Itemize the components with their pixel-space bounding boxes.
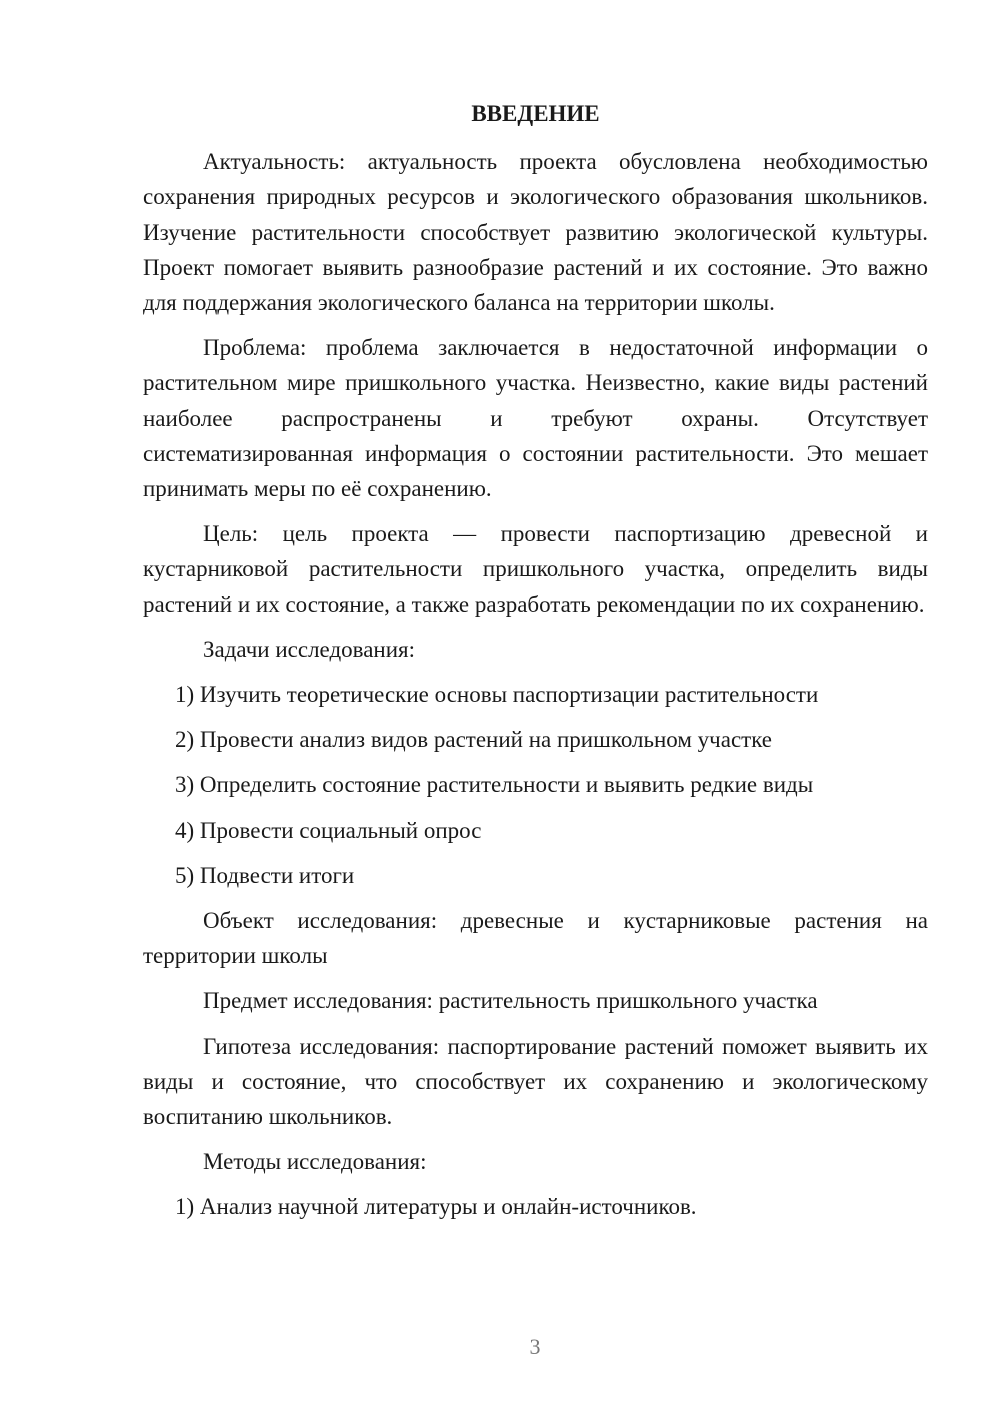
paragraph-hypothesis: Гипотеза исследования: паспортирование растений поможет выявить их виды и состояние, что способствует их сохранению и экологическому воспитанию школьников.: [143, 1033, 928, 1130]
paragraph-object: Объект исследования: древесные и кустарниковые растения на территории школы: [143, 908, 928, 969]
section-heading: ВВЕДЕНИЕ: [471, 101, 600, 126]
page-content: [143, 96, 928, 1235]
paragraph-relevance: Актуальность: актуальность проекта обусловлена необходимостью сохранения природных ресурсов и экологического образования школьников. Изучение растительности способствует развитию экологической культуры. Проект помогает выявить разнообразие растений и их состояние. Это важно для поддержания экологического баланса на территории школы.: [143, 149, 928, 316]
method-item-1: 1) Анализ научной литературы и онлайн-источников.: [175, 1194, 697, 1220]
tasks-title: Задачи исследования:: [203, 636, 416, 662]
methods-title: Методы исследования:: [203, 1149, 427, 1175]
task-item-2: 2) Провести анализ видов растений на пришкольном участке: [175, 727, 773, 753]
task-item-5: 5) Подвести итоги: [175, 862, 355, 888]
task-item-3: 3) Определить состояние растительности и выявить редкие виды: [175, 772, 814, 798]
paragraph-goal: Цель: цель проекта — провести паспортизацию древесной и кустарниковой растительности пришкольного участка, определить виды растений и их состояние, а также разработать рекомендации по их сохранению.: [143, 521, 928, 617]
task-item-4: 4) Провести социальный опрос: [175, 817, 482, 843]
paragraph-subject: Предмет исследования: растительность пришкольного участка: [203, 988, 818, 1014]
page-number: 3: [529, 1334, 541, 1359]
task-item-1: 1) Изучить теоретические основы паспортизации растительности: [175, 682, 819, 708]
paragraph-problem: Проблема: проблема заключается в недостаточной информации о растительном мире пришкольного участка. Неизвестно, какие виды растений наиболее распространены и требуют охраны. Отсутствует систематизированная информация о состоянии растительности. Это мешает принимать меры по её сохранению.: [143, 335, 928, 502]
